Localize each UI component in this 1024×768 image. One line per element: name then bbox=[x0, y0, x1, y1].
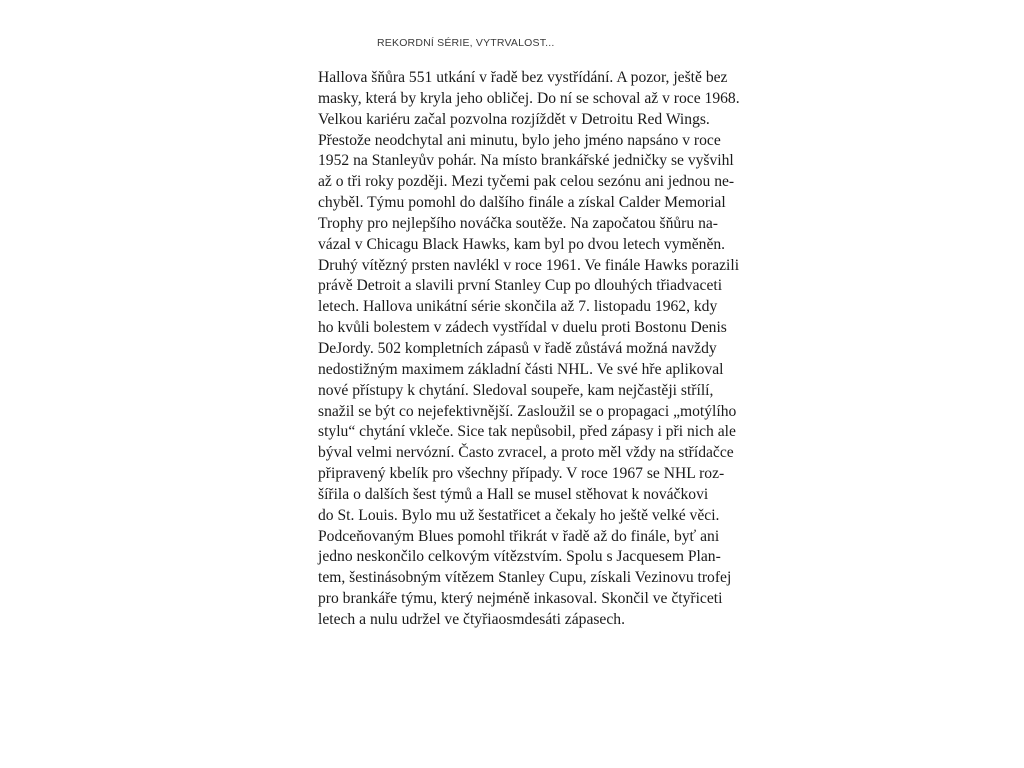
text-line: letech. Hallova unikátní série skončila až 7. listopadu 1962, kdy bbox=[318, 298, 718, 316]
text-line: právě Detroit a slavili první Stanley Cup po dlouhých třiadvaceti bbox=[318, 277, 723, 295]
text-line: tem, šestinásobným vítězem Stanley Cupu, získali Vezinovu trofej bbox=[318, 569, 732, 587]
text-line: pro brankáře týmu, který nejméně inkasoval. Skončil ve čtyřiceti bbox=[318, 590, 723, 608]
text-line: DeJordy. 502 kompletních zápasů v řadě zůstává možná navždy bbox=[318, 339, 717, 357]
text-line: do St. Louis. Bylo mu už šestatřicet a čekaly ho ještě velké věci. bbox=[318, 506, 720, 524]
text-line: Hallova šňůra 551 utkání v řadě bez vystřídání. A pozor, ještě bez bbox=[318, 69, 728, 86]
text-line: 1952 na Stanleyův pohár. Na místo brankářské jedničky se vyšvihl bbox=[318, 152, 734, 170]
body-paragraph bbox=[318, 68, 740, 631]
text-line: nedostižným maximem základní části NHL. Ve své hře aplikoval bbox=[318, 360, 724, 378]
text-line: jedno neskončilo celkovým vítězstvím. Spolu s Jacquesem Plan- bbox=[318, 548, 721, 566]
text-line: masky, která by kryla jeho obličej. Do ní se schoval až v roce 1968. bbox=[318, 89, 740, 107]
text-line: Druhý vítězný prsten navlékl v roce 1961. Ve finále Hawks porazili bbox=[318, 256, 740, 274]
text-line: vázal v Chicagu Black Hawks, kam byl po dvou letech vyměněn. bbox=[318, 235, 726, 253]
text-line: ho kvůli bolestem v zádech vystřídal v duelu proti Bostonu Denis bbox=[318, 319, 727, 337]
running-header: REKORDNÍ SÉRIE, VYTRVALOST... bbox=[377, 37, 555, 49]
text-line: šířila o dalších šest týmů a Hall se musel stěhovat k nováčkovi bbox=[318, 485, 709, 503]
text-line: snažil se být co nejefektivnější. Zasloužil se o propagaci „motýlího bbox=[318, 402, 737, 420]
text-line: Velkou kariéru začal pozvolna rozjíždět v Detroitu Red Wings. bbox=[318, 110, 710, 128]
text-line: připravený kbelík pro všechny případy. V roce 1967 se NHL roz- bbox=[318, 465, 725, 483]
text-line: nové přístupy k chytání. Sledoval soupeře, kam nejčastěji střílí, bbox=[318, 381, 714, 399]
text-line: býval velmi nervózní. Často zvracel, a proto měl vždy na střídačce bbox=[318, 444, 734, 462]
text-line: chyběl. Týmu pomohl do dalšího finále a získal Calder Memorial bbox=[318, 194, 726, 212]
text-line: až o tři roky později. Mezi tyčemi pak celou sezónu ani jednou ne- bbox=[318, 173, 735, 191]
text-line: letech a nulu udržel ve čtyřiaosmdesáti zápasech. bbox=[318, 610, 625, 628]
text-line: Podceňovaným Blues pomohl třikrát v řadě až do finále, byť ani bbox=[318, 527, 720, 545]
text-line: stylu“ chytání vkleče. Sice tak nepůsobil, před zápasy i při nich ale bbox=[318, 423, 736, 441]
text-line: Trophy pro nejlepšího nováčka soutěže. Na započatou šňůru na- bbox=[318, 214, 718, 232]
text-line: Přestože neodchytal ani minutu, bylo jeho jméno napsáno v roce bbox=[318, 131, 721, 149]
